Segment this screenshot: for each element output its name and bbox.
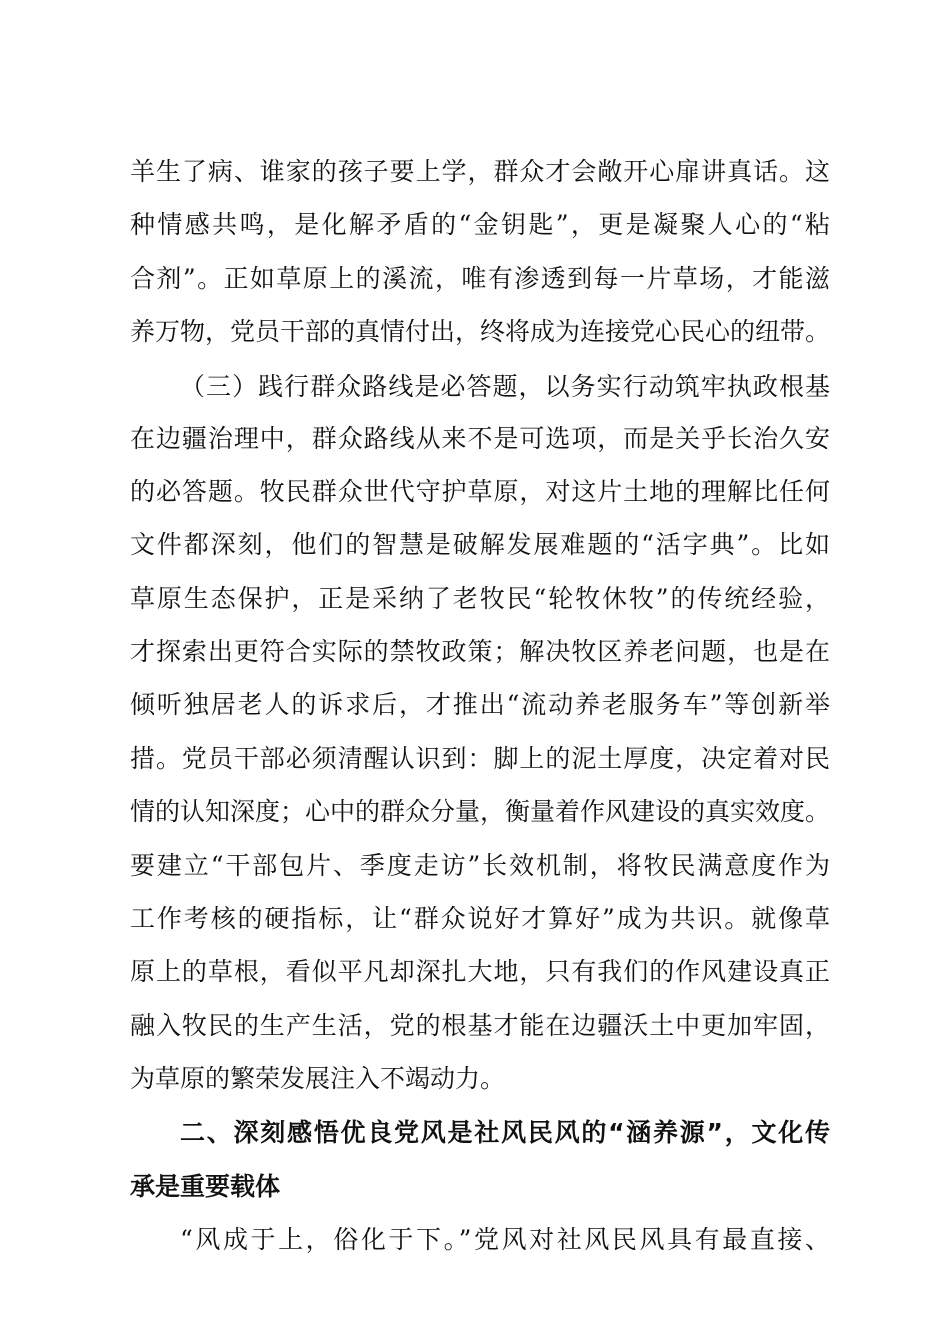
paragraph-line: 合剂”。正如草原上的溪流，唯有渗透到每一片草场，才能滋	[130, 264, 830, 293]
paragraph-line: 羊生了病、谁家的孩子要上学，群众才会敞开心扉讲真话。这	[130, 157, 830, 186]
paragraph-line: 融入牧民的生产生活，党的根基才能在边疆沃土中更加牢固，	[130, 1011, 830, 1040]
paragraph-line: 为草原的繁荣发展注入不竭动力。	[130, 1064, 506, 1093]
paragraph-line: 在边疆治理中，群众路线从来不是可选项，而是关乎长治久安	[130, 424, 830, 453]
paragraph-line: 倾听独居老人的诉求后，才推出“流动养老服务车”等创新举	[130, 690, 830, 719]
section-subheading: （三）践行群众路线是必答题，以务实行动筑牢执政根基	[180, 372, 830, 401]
paragraph-line: 文件都深刻，他们的智慧是破解发展难题的“活字典”。比如	[130, 530, 830, 559]
paragraph-line: 措。党员干部必须清醒认识到：脚上的泥土厚度，决定着对民	[130, 744, 830, 773]
section-heading: 二、深刻感悟优良党风是社风民风的“涵养源”，文化传	[180, 1118, 830, 1147]
paragraph-line: 才探索出更符合实际的禁牧政策；解决牧区养老问题，也是在	[130, 637, 830, 666]
paragraph-line: 种情感共鸣，是化解矛盾的“金钥匙”，更是凝聚人心的“粘	[130, 210, 830, 239]
paragraph-line: 原上的草根，看似平凡却深扎大地，只有我们的作风建设真正	[130, 957, 830, 986]
paragraph-line: 的必答题。牧民群众世代守护草原，对这片土地的理解比任何	[130, 477, 830, 506]
paragraph-line: “风成于上，俗化于下。”党风对社风民风具有最直接、	[180, 1225, 830, 1254]
paragraph-line: 工作考核的硬指标，让“群众说好才算好”成为共识。就像草	[130, 904, 830, 933]
paragraph-line: 草原生态保护，正是采纳了老牧民“轮牧休牧”的传统经验，	[130, 584, 830, 613]
paragraph-line: 养万物，党员干部的真情付出，终将成为连接党心民心的纽带。	[130, 317, 831, 346]
paragraph-line: 情的认知深度；心中的群众分量，衡量着作风建设的真实效度。	[130, 797, 831, 826]
paragraph-line: 要建立“干部包片、季度走访”长效机制，将牧民满意度作为	[130, 851, 830, 880]
section-heading-continued: 承是重要载体	[130, 1172, 281, 1201]
